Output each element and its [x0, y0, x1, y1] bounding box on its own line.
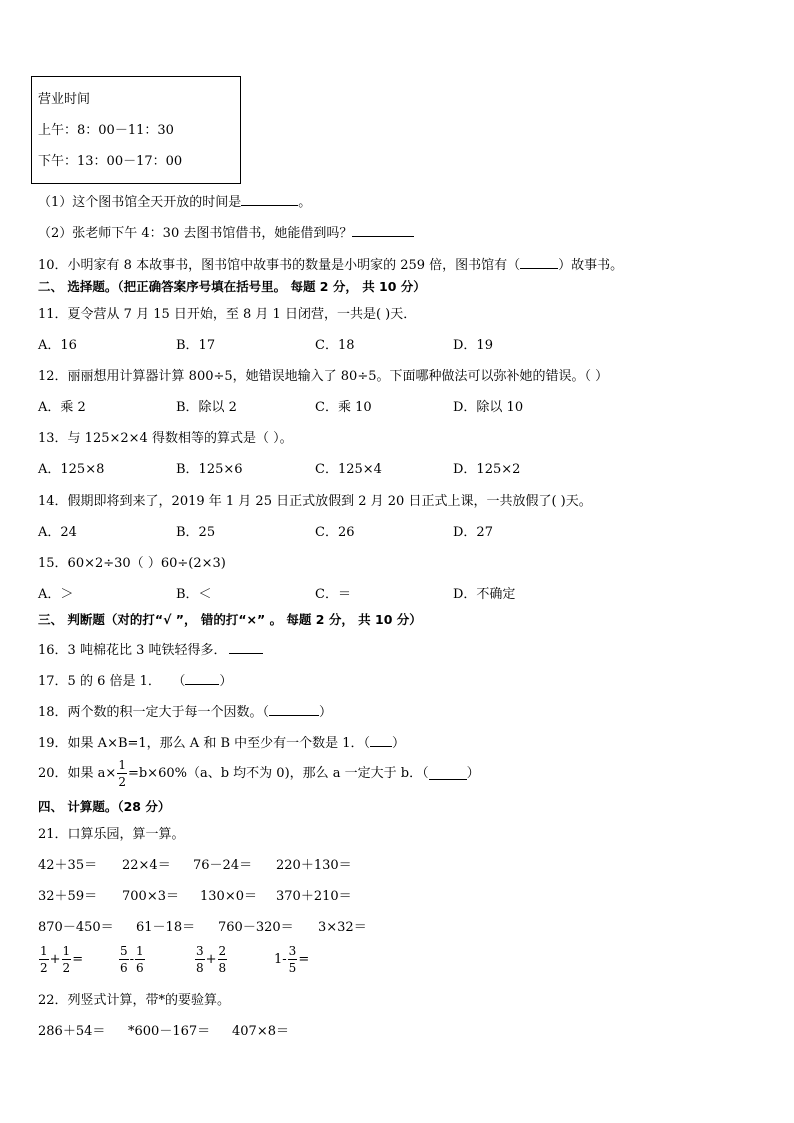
calc-item: 370＋210＝	[276, 889, 352, 904]
calc-item: 700×3＝	[122, 889, 179, 904]
question-21: 21．口算乐园，算一算。	[38, 827, 185, 842]
option-c[interactable]: C．18	[315, 338, 355, 353]
answer-blank[interactable]	[241, 193, 298, 206]
question-17: 17．5 的 6 倍是 1． （ ）	[38, 674, 233, 689]
fraction-calc-4: 1- $\frac{3}{5}$ =	[274, 944, 310, 975]
fraction: $\frac{1}{2}$	[118, 758, 126, 789]
section-2-heading: 二、 选择题。（把正确答案序号填在括号里。 每题 2 分， 共 10 分）	[38, 279, 426, 294]
answer-blank[interactable]	[370, 734, 392, 747]
question-sub2: （2）张老师下午 4：30 去图书馆借书，她能借到吗？	[38, 224, 414, 240]
business-hours-afternoon: 下午：13：00－17：00	[38, 154, 183, 169]
option-c[interactable]: C．＝	[315, 587, 351, 602]
question-20: 20．如果 a× $\frac{1}{2}$ =b×60%（a、b 均不为 0)，那么 a 一定大于 b．（ ）	[38, 758, 480, 789]
answer-blank[interactable]	[269, 703, 319, 716]
question-13: 13．与 125×2×4 得数相等的算式是（ ）。	[38, 431, 293, 446]
fraction-calc-2: $\frac{5}{6}$ - $\frac{1}{6}$	[120, 944, 144, 975]
option-c[interactable]: C．125×4	[315, 462, 382, 477]
option-c[interactable]: C．乘 10	[315, 400, 372, 415]
answer-blank[interactable]	[229, 641, 263, 654]
answer-blank[interactable]	[520, 256, 558, 269]
question-14: 14．假期即将到来了，2019 年 1 月 25 日正式放假到 2 月 20 日正式上课，一共放假了( )天。	[38, 494, 592, 509]
option-b[interactable]: B．25	[176, 525, 216, 540]
vertical-calc: 407×8＝	[232, 1024, 289, 1039]
question-22: 22．列竖式计算，带*的要验算。	[38, 993, 231, 1008]
calc-item: 220＋130＝	[276, 858, 352, 873]
business-hours-title: 营业时间	[38, 92, 91, 107]
option-b[interactable]: B．125×6	[176, 462, 243, 477]
section-3-heading: 三、 判断题（对的打“√ ”， 错的打“×” 。 每题 2 分， 共 10 分）	[38, 612, 422, 627]
option-a[interactable]: A．16	[38, 338, 77, 353]
option-d[interactable]: D．不确定	[453, 587, 516, 602]
answer-blank[interactable]	[185, 672, 219, 685]
option-d[interactable]: D．125×2	[453, 462, 521, 477]
option-a[interactable]: A．125×8	[38, 462, 105, 477]
option-a[interactable]: A．＞	[38, 587, 74, 602]
calc-item: 3×32＝	[318, 920, 367, 935]
option-a[interactable]: A．乘 2	[38, 400, 86, 415]
calc-item: 42＋35＝	[38, 858, 98, 873]
question-15: 15．60×2÷30（ ）60÷(2×3)	[38, 556, 226, 571]
option-a[interactable]: A．24	[38, 525, 77, 540]
fraction-calc-3: $\frac{3}{8}$ + $\frac{2}{8}$	[196, 944, 227, 975]
option-b[interactable]: B．17	[176, 338, 216, 353]
question-18: 18．两个数的积一定大于每一个因数。（ ）	[38, 705, 333, 720]
option-c[interactable]: C．26	[315, 525, 355, 540]
calc-item: 61－18＝	[136, 920, 196, 935]
option-d[interactable]: D．除以 10	[453, 400, 524, 415]
option-d[interactable]: D．19	[453, 338, 493, 353]
option-b[interactable]: B．＜	[176, 587, 212, 602]
question-12: 12．丽丽想用计算器计算 800÷5，她错误地输入了 80÷5。下面哪种做法可以弥补她的错误。（ ）	[38, 369, 609, 384]
question-11: 11．夏令营从 7 月 15 日开始，至 8 月 1 日闭营，一共是( )天．	[38, 307, 417, 322]
answer-blank[interactable]	[429, 767, 467, 780]
question-sub1: （1）这个图书馆全天开放的时间是 。	[38, 195, 312, 210]
calc-item: 760－320＝	[218, 920, 294, 935]
question-10: 10．小明家有 8 本故事书，图书馆中故事书的数量是小明家的 259 倍，图书馆有（ ）故事书。	[38, 258, 624, 273]
vertical-calc: 286＋54＝	[38, 1024, 106, 1039]
business-hours-morning: 上午：8：00－11：30	[38, 123, 174, 138]
question-16: 16．3 吨棉花比 3 吨铁轻得多．	[38, 641, 263, 657]
calc-item: 22×4＝	[122, 858, 171, 873]
calc-item: 76－24＝	[193, 858, 253, 873]
option-d[interactable]: D．27	[453, 525, 493, 540]
section-4-heading: 四、 计算题。（28 分）	[38, 799, 171, 814]
answer-blank[interactable]	[352, 224, 414, 237]
question-19: 19．如果 A×B=1，那么 A 和 B 中至少有一个数是 1．（ ）	[38, 736, 406, 751]
vertical-calc: *600－167＝	[128, 1024, 211, 1039]
fraction-calc-1: $\frac{1}{2}$ + $\frac{1}{2}$ =	[40, 944, 84, 975]
calc-item: 870－450＝	[38, 920, 114, 935]
option-b[interactable]: B．除以 2	[176, 400, 237, 415]
calc-item: 32＋59＝	[38, 889, 98, 904]
calc-item: 130×0＝	[200, 889, 257, 904]
